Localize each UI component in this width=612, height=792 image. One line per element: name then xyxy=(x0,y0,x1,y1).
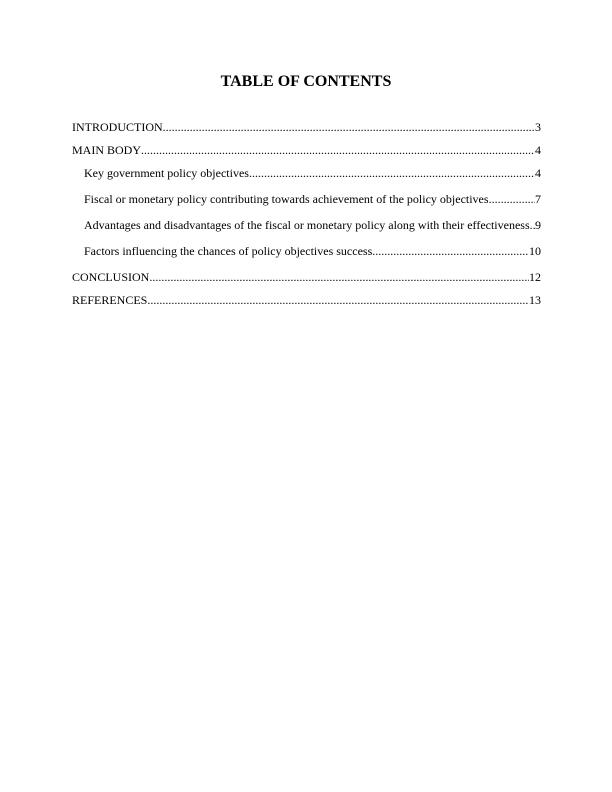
dot-leader xyxy=(372,244,529,258)
toc-page-number: 4 xyxy=(535,166,541,180)
dot-leader xyxy=(163,120,535,134)
toc-entry-introduction[interactable] xyxy=(72,120,541,134)
toc-page-number: 13 xyxy=(529,293,541,307)
toc-entry-text: Advantages and disadvantages of the fiscal or monetary policy along with their effectiveness xyxy=(84,218,530,232)
toc-entry-advantages-and-disadvantages[interactable] xyxy=(72,218,541,232)
toc-entry-fiscal-or-monetary-policy[interactable] xyxy=(72,192,541,206)
toc-page-number: 9 xyxy=(535,218,541,232)
dot-leader xyxy=(141,143,535,157)
toc-entry-conclusion[interactable] xyxy=(72,270,541,284)
toc-page-number: 12 xyxy=(529,270,541,284)
toc-entry-text: REFERENCES xyxy=(72,293,148,307)
toc-entry-text: MAIN BODY xyxy=(72,143,141,157)
toc-entry-text: Factors influencing the chances of policy objectives success xyxy=(84,244,373,258)
toc-entry-text: CONCLUSION xyxy=(72,270,150,284)
toc-entry-references[interactable] xyxy=(72,293,541,307)
toc-list xyxy=(72,120,541,316)
dot-leader xyxy=(489,192,535,206)
toc-page-number: 3 xyxy=(535,120,541,134)
toc-entry-main-body[interactable] xyxy=(72,143,541,157)
toc-title: TABLE OF CONTENTS xyxy=(220,73,392,90)
toc-page-number: 7 xyxy=(535,192,541,206)
toc-entry-text: INTRODUCTION xyxy=(72,120,163,134)
toc-page-number: 4 xyxy=(535,143,541,157)
toc-entry-factors-influencing[interactable] xyxy=(72,244,541,258)
dot-leader xyxy=(249,166,535,180)
toc-page-number: 10 xyxy=(529,244,541,258)
toc-entry-key-government-policy-objectives[interactable] xyxy=(72,166,541,180)
dot-leader xyxy=(149,270,529,284)
dot-leader xyxy=(147,293,529,307)
toc-entry-text: Key government policy objectives xyxy=(84,166,249,180)
toc-entry-text: Fiscal or monetary policy contributing towards achievement of the policy objectives xyxy=(84,192,489,206)
